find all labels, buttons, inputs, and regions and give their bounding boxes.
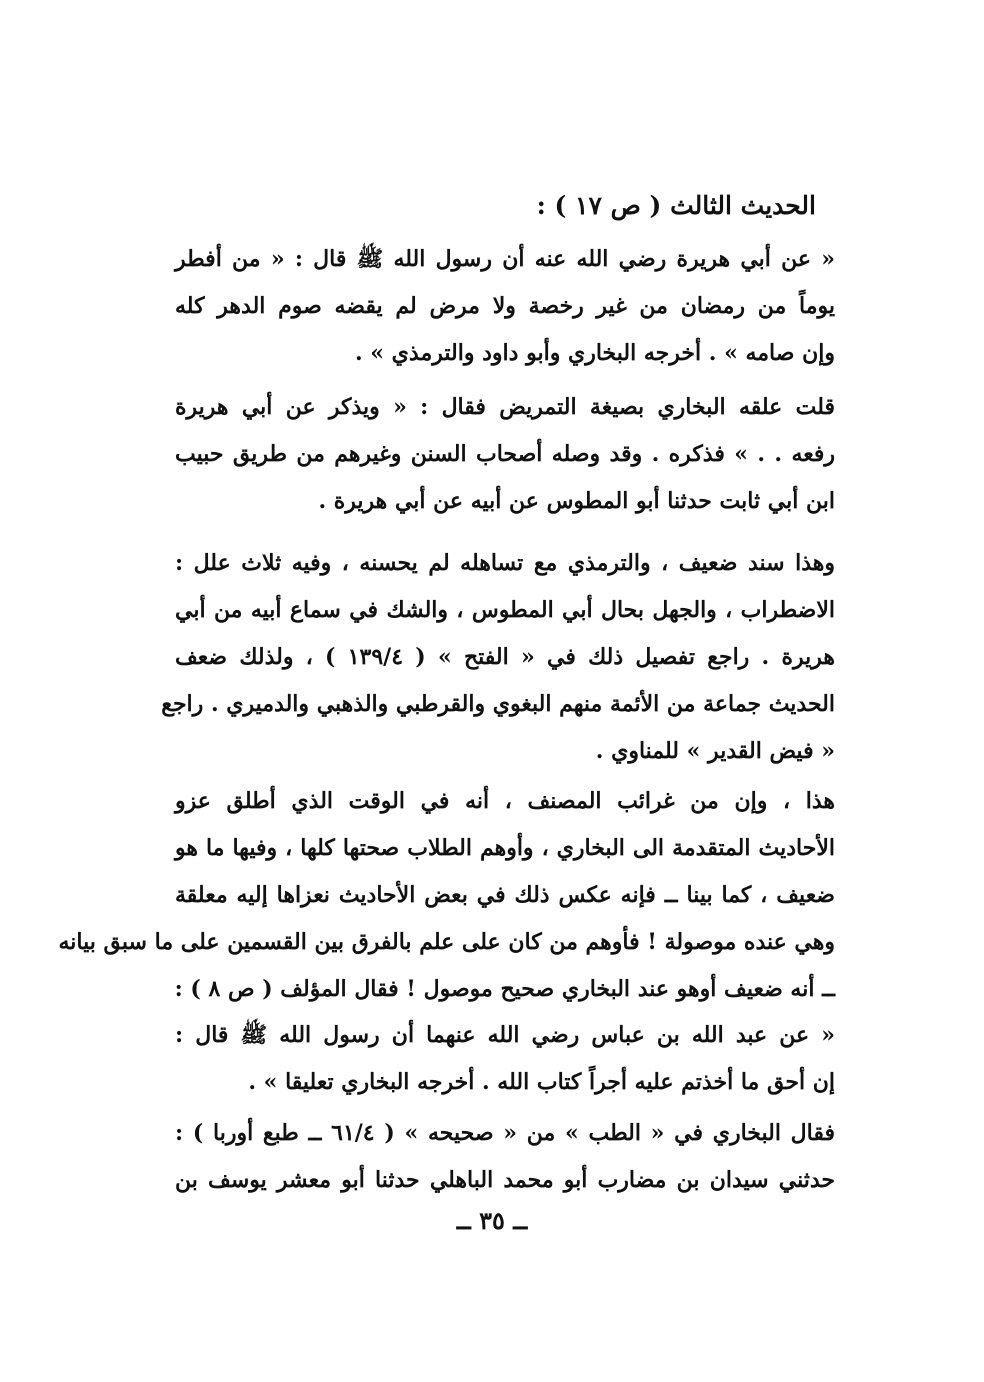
page-number: ــ ٣٥ ــ xyxy=(456,1206,528,1235)
commentary-paragraph-3 xyxy=(58,778,835,1013)
commentary-paragraph-1 xyxy=(175,384,835,525)
commentary-paragraph-4 xyxy=(175,1110,835,1204)
text-line: هريرة . راجع تفصيل ذلك في « الفتح » ( ١٣٩/٤ ) ، ولذلك ضعف xyxy=(175,644,835,670)
hadith-paragraph-2 xyxy=(175,1012,835,1106)
text-line: رفعه . . » فذكره . وقد وصله أصحاب السنن وغيرهم من طريق حبيب xyxy=(175,441,835,467)
text-line: الحديث جماعة من الأئمة منهم البغوي والقرطبي والذهبي والدميري . راجع xyxy=(161,691,835,717)
text-line: وهذا سند ضعيف ، والترمذي مع تساهله لم يحسنه ، وفيه ثلاث علل : xyxy=(175,550,835,576)
text-line: « عن أبي هريرة رضي الله عنه أن رسول الله ﷺ قال : « من أفطر xyxy=(175,246,835,272)
text-line: الاضطراب ، والجهل بحال أبي المطوس ، والشك في سماع أبيه من أبي xyxy=(175,597,835,623)
hadith-paragraph-1 xyxy=(175,236,835,377)
text-line: الأحاديث المتقدمة الى البخاري ، وأوهم الطلاب صحتها كلها ، وفيها ما هو xyxy=(175,835,835,861)
text-line: ابن أبي ثابت حدثنا أبو المطوس عن أبيه عن أبي هريرة . xyxy=(318,488,835,514)
text-line: فقال البخاري في « الطب » من « صحيحه » ( ٦١/٤ ــ طبع أوربا ) : xyxy=(175,1120,836,1146)
section-heading: الحديث الثالث ( ص ١٧ ) : xyxy=(536,191,816,220)
text-line: وهي عنده موصولة ! فأوهم من كان على علم بالفرق بين القسمين على ما سبق بيانه xyxy=(58,929,835,955)
commentary-paragraph-2 xyxy=(161,540,835,775)
text-line: ضعيف ، كما بينا ــ فإنه عكس ذلك في بعض الأحاديث نعزاها إليه معلقة xyxy=(175,882,835,908)
text-line: إن أحق ما أخذتم عليه أجراً كتاب الله . أخرجه البخاري تعليقا » . xyxy=(248,1069,835,1095)
text-line: ــ أنه ضعيف أوهو عند البخاري صحيح موصول ! فقال المؤلف ( ص ٨ ) : xyxy=(174,976,835,1002)
text-line: حدثني سيدان بن مضارب أبو محمد الباهلي حدثنا أبو معشر يوسف بن xyxy=(175,1167,835,1193)
text-line: هذا ، وإن من غرائب المصنف ، أنه في الوقت الذي أطلق عزو xyxy=(175,788,835,814)
text-line: وإن صامه » . أخرجه البخاري وأبو داود والترمذي » . xyxy=(354,340,835,366)
text-line: يوماً من رمضان من غير رخصة ولا مرض لم يقضه صوم الدهر كله xyxy=(175,293,835,319)
text-line: قلت علقه البخاري بصيغة التمريض فقال : « ويذكر عن أبي هريرة xyxy=(175,394,835,420)
text-line: « فيض القدير » للمناوي . xyxy=(595,738,835,764)
text-line: « عن عبد الله بن عباس رضي الله عنهما أن رسول الله ﷺ قال : xyxy=(175,1022,835,1048)
